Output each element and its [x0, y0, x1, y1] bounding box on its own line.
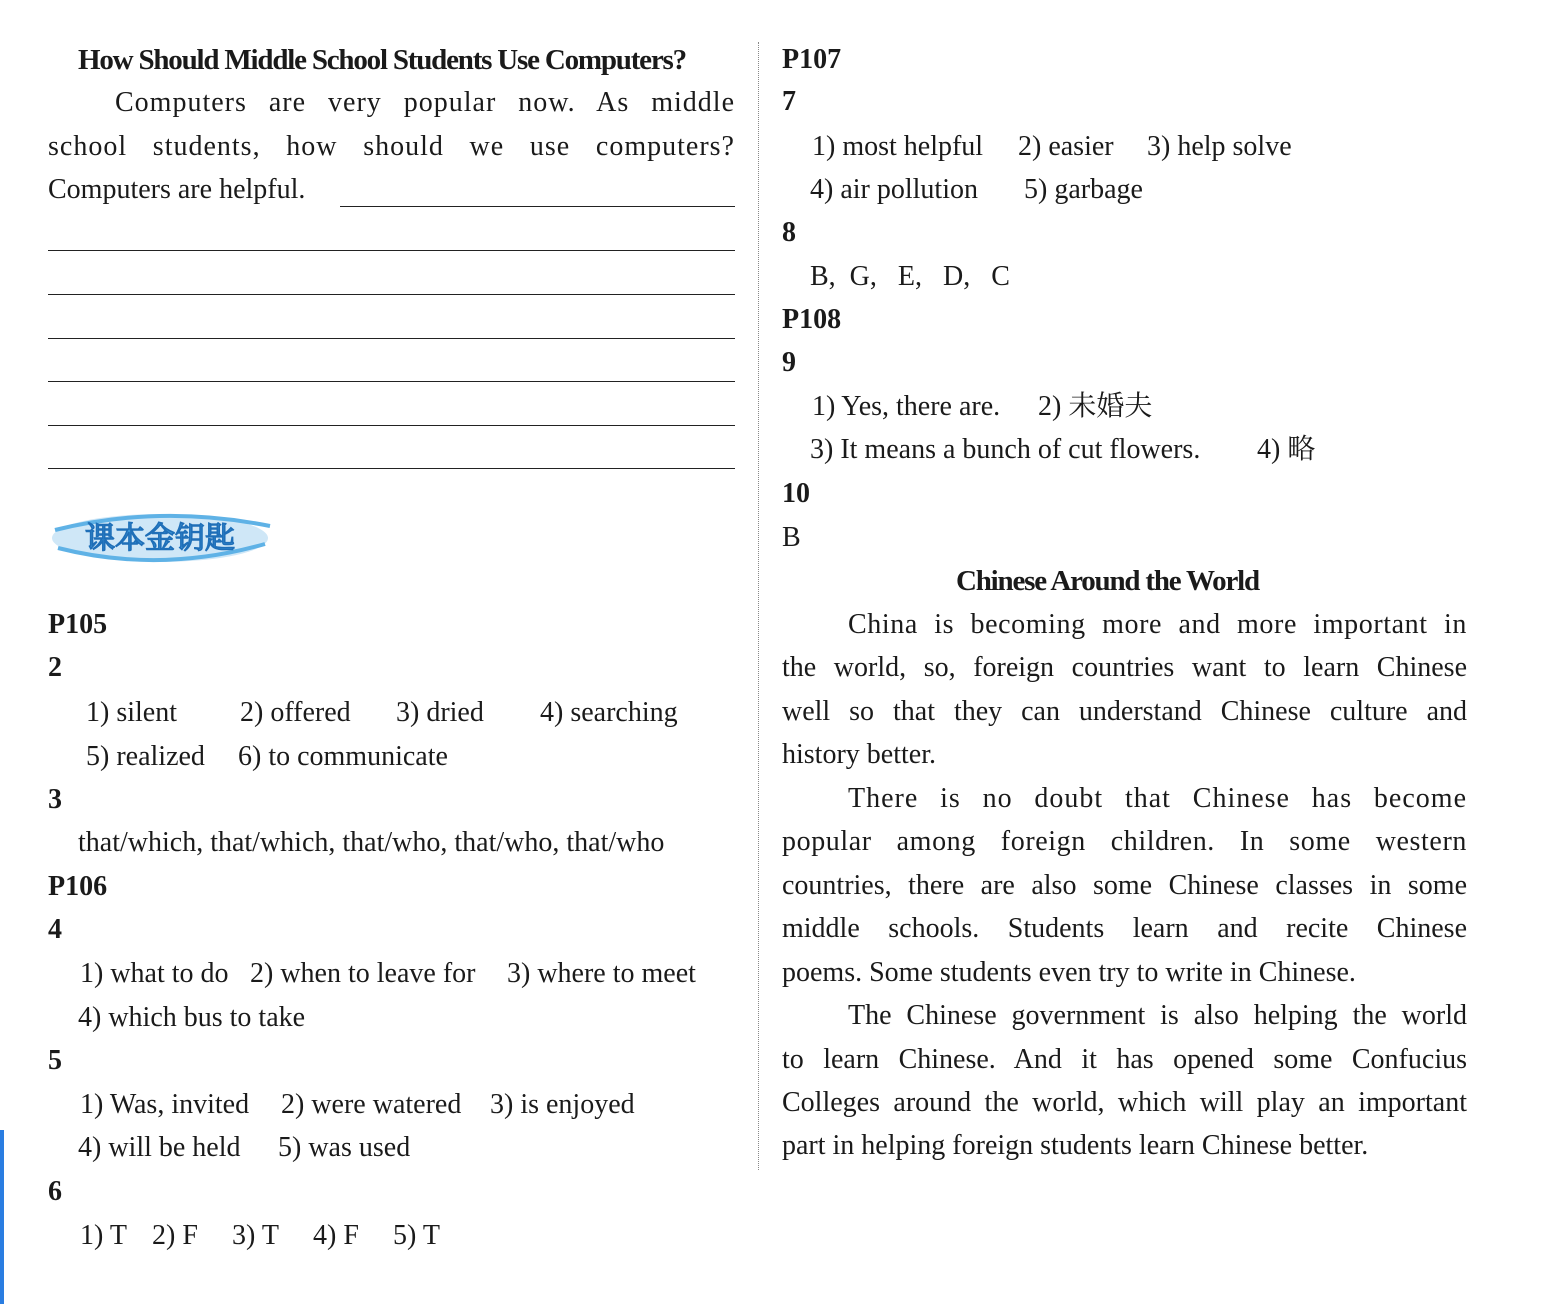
- page-ref: P107: [782, 44, 842, 75]
- writing-line: [48, 381, 735, 382]
- answer-item: B: [782, 522, 801, 553]
- answer-item: 5) T: [393, 1220, 440, 1251]
- answer-item: 1) what to do: [80, 958, 229, 989]
- writing-line: [48, 250, 735, 251]
- svg-text:课本金钥匙: 课本金钥匙: [85, 521, 235, 556]
- essay-line: countries, there are also some Chinese classes in some: [782, 870, 1467, 901]
- question-number: 6: [48, 1176, 62, 1207]
- answer-item: 3) It means a bunch of cut flowers.: [810, 434, 1201, 465]
- essay-line: Computers are very popular now. As middle: [115, 87, 735, 118]
- answer-item: 3) where to meet: [507, 958, 696, 989]
- answer-item: 2) were watered: [281, 1089, 462, 1120]
- essay-line: Computers are helpful.: [48, 174, 306, 205]
- answer-item: 4) air pollution: [810, 174, 978, 205]
- essay-line: part in helping foreign students learn Chinese better.: [782, 1130, 1369, 1161]
- question-number: 7: [782, 86, 796, 117]
- answer-item: that/which, that/which, that/who, that/who, that/who: [78, 827, 665, 858]
- answer-item: 4) F: [313, 1220, 359, 1251]
- answer-item: 5) garbage: [1024, 174, 1143, 205]
- question-number: 2: [48, 652, 62, 683]
- answer-item: 1) most helpful: [812, 131, 984, 162]
- writing-line: [340, 206, 735, 207]
- essay-line: popular among foreign children. In some western: [782, 826, 1467, 857]
- answer-item: 5) was used: [278, 1132, 411, 1163]
- essay-line: the world, so, foreign countries want to learn Chinese: [782, 652, 1467, 683]
- essay-line: middle schools. Students learn and recite Chinese: [782, 913, 1467, 944]
- essay-line: well so that they can understand Chinese culture and: [782, 696, 1467, 727]
- answer-item: 4) 略: [1257, 434, 1316, 465]
- answer-item: 2) 未婚夫: [1038, 391, 1153, 422]
- writing-line: [48, 294, 735, 295]
- answer-item: 3) T: [232, 1220, 279, 1251]
- answer-item: 3) is enjoyed: [490, 1089, 635, 1120]
- writing-line: [48, 425, 735, 426]
- answer-item: 2) F: [152, 1220, 198, 1251]
- answer-item: 4) searching: [540, 697, 678, 728]
- writing-line: [48, 338, 735, 339]
- question-number: 3: [48, 784, 62, 815]
- textbook-key-logo: [50, 508, 275, 566]
- answer-item: 5) realized: [86, 741, 205, 772]
- page-ref: P106: [48, 871, 108, 902]
- answer-item: 1) T: [80, 1220, 127, 1251]
- answer-item: 1) Was, invited: [80, 1089, 250, 1120]
- essay-line: poems. Some students even try to write in Chinese.: [782, 957, 1356, 988]
- essay-title: How Should Middle School Students Use Computers?: [78, 44, 686, 76]
- question-number: 8: [782, 217, 796, 248]
- answer-item: 2) offered: [240, 697, 351, 728]
- answer-item: 3) help solve: [1147, 131, 1292, 162]
- essay-line: The Chinese government is also helping the world: [848, 1000, 1467, 1031]
- essay-line: school students, how should we use computers?: [48, 131, 735, 162]
- essay-line: China is becoming more and more important in: [848, 609, 1467, 640]
- essay-line: history better.: [782, 739, 936, 770]
- answer-item: 1) silent: [86, 697, 177, 728]
- essay-title: Chinese Around the World: [956, 565, 1259, 597]
- page-ref: P105: [48, 609, 108, 640]
- column-divider: [758, 42, 759, 1170]
- answer-item: 1) Yes, there are.: [812, 391, 1001, 422]
- answer-item: 4) which bus to take: [78, 1002, 306, 1033]
- answer-item: 6) to communicate: [238, 741, 448, 772]
- page-ref: P108: [782, 304, 842, 335]
- question-number: 4: [48, 914, 62, 945]
- essay-line: to learn Chinese. And it has opened some Confucius: [782, 1044, 1467, 1075]
- essay-line: Colleges around the world, which will play an important: [782, 1087, 1467, 1118]
- question-number: 10: [782, 478, 810, 509]
- answer-item: 3) dried: [396, 697, 484, 728]
- writing-line: [48, 468, 735, 469]
- scan-edge-mark: [0, 1130, 4, 1304]
- question-number: 9: [782, 347, 796, 378]
- answer-item: 2) when to leave for: [250, 958, 476, 989]
- question-number: 5: [48, 1045, 62, 1076]
- answer-item: B, G, E, D, C: [810, 261, 1010, 292]
- essay-line: There is no doubt that Chinese has become: [848, 783, 1467, 814]
- answer-item: 2) easier: [1018, 131, 1114, 162]
- answer-item: 4) will be held: [78, 1132, 241, 1163]
